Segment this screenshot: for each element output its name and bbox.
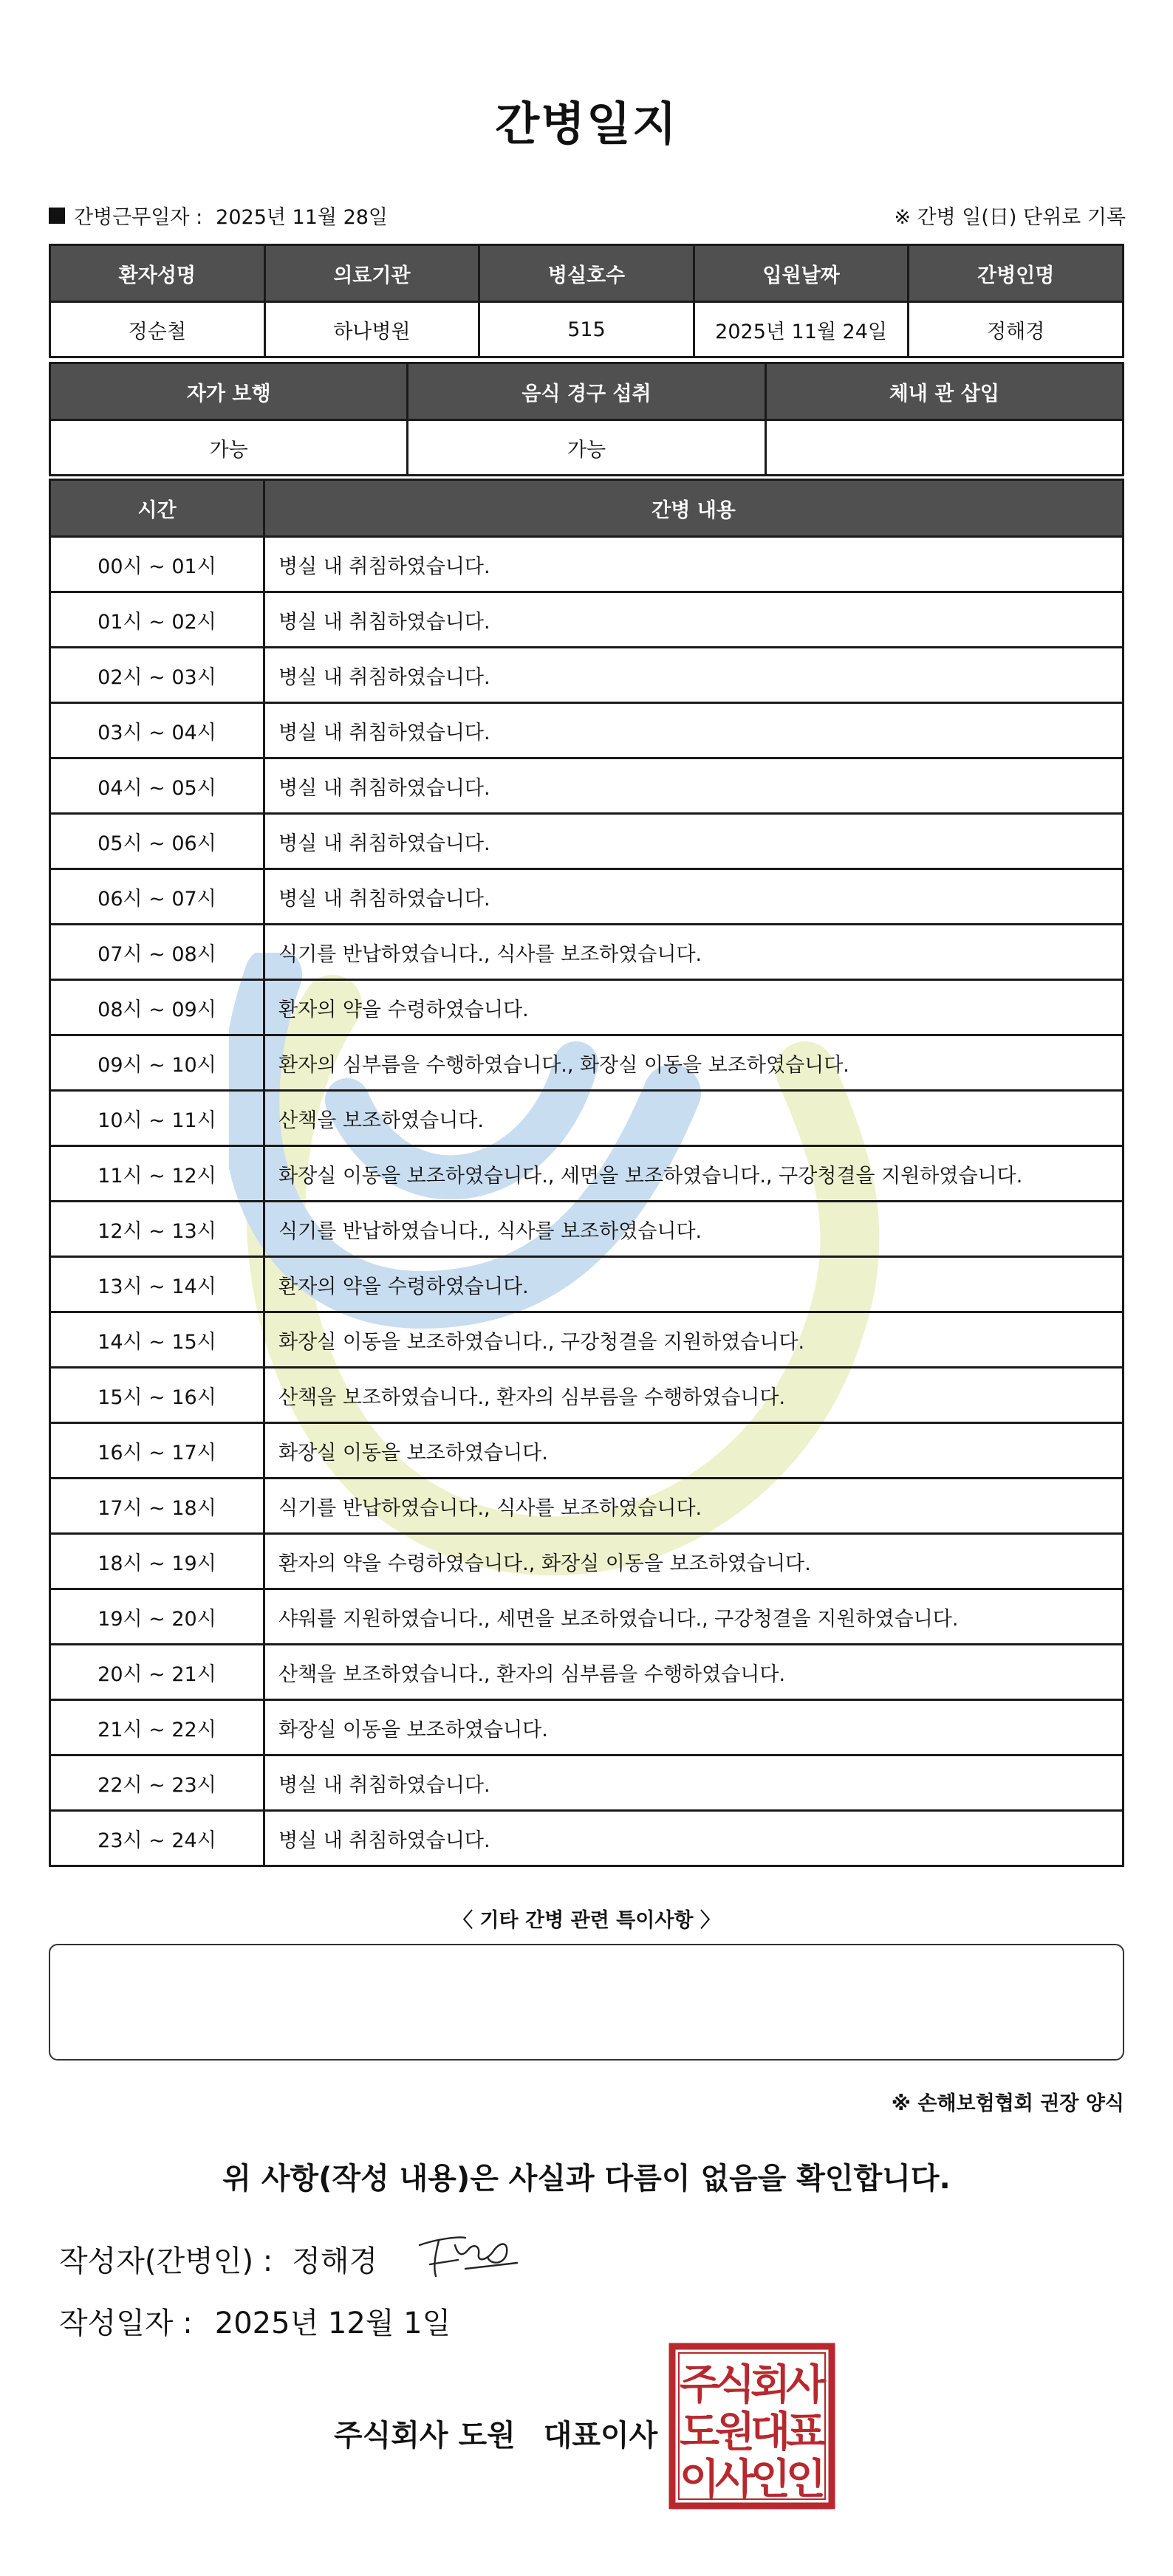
table-row: [50, 1091, 1124, 1146]
care-content-cell: 샤워를 지원하였습니다., 세면을 보조하였습니다., 구강청결을 지원하였습니다.: [264, 1589, 1124, 1645]
confirmation-statement: 위 사항(작성 내용)은 사실과 다름이 없음을 확인합니다.: [222, 2162, 951, 2196]
time-cell: 15시 ~ 16시: [50, 1368, 264, 1423]
patient-name: 정순철: [50, 302, 265, 357]
time-cell: 13시 ~ 14시: [50, 1257, 264, 1312]
care-content-cell: 병실 내 취침하였습니다.: [264, 1755, 1124, 1811]
svg-text:표: 표: [785, 2408, 827, 2456]
time-cell: 07시 ~ 08시: [50, 925, 264, 980]
table-row: [50, 1700, 1124, 1755]
table-row: [50, 758, 1124, 814]
company-seal-icon: [668, 2343, 835, 2510]
time-cell: 02시 ~ 03시: [50, 648, 264, 703]
table-row: [50, 1811, 1124, 1866]
svg-text:사: 사: [785, 2361, 827, 2409]
time-cell: 18시 ~ 19시: [50, 1534, 264, 1589]
header-tube-insertion: 체내 관 삽입: [765, 363, 1123, 420]
admission-date: 2025년 11월 24일: [694, 302, 909, 357]
time-cell: 04시 ~ 05시: [50, 758, 264, 814]
work-date-row: [49, 201, 388, 230]
care-content-cell: 환자의 약을 수령하였습니다.: [264, 1257, 1124, 1312]
time-cell: 17시 ~ 18시: [50, 1479, 264, 1534]
table-row: [50, 537, 1124, 592]
svg-text:사: 사: [714, 2456, 756, 2504]
care-content-cell: 화장실 이동을 보조하였습니다., 구강청결을 지원하였습니다.: [264, 1312, 1124, 1368]
time-cell: 06시 ~ 07시: [50, 869, 264, 925]
hospital: 하나병원: [264, 302, 479, 357]
care-content-cell: 화장실 이동을 보조하였습니다.: [264, 1700, 1124, 1755]
svg-text:도: 도: [679, 2408, 720, 2456]
care-content-cell: 화장실 이동을 보조하였습니다.: [264, 1423, 1124, 1479]
svg-text:이: 이: [679, 2456, 720, 2504]
care-content-cell: 환자의 약을 수령하였습니다.: [264, 980, 1124, 1035]
time-cell: 00시 ~ 01시: [50, 537, 264, 592]
self-walking-value: 가능: [50, 420, 408, 476]
written-date-row: [59, 2300, 451, 2342]
care-content-cell: 환자의 약을 수령하였습니다., 화장실 이동을 보조하였습니다.: [264, 1534, 1124, 1589]
table-row: [50, 1589, 1124, 1645]
written-date-label: 작성일자 :: [59, 2306, 193, 2340]
care-content-cell: 병실 내 취침하였습니다.: [264, 648, 1124, 703]
time-cell: 19시 ~ 20시: [50, 1589, 264, 1645]
table-row: [50, 592, 1124, 648]
care-content-cell: 산책을 보조하였습니다.: [264, 1091, 1124, 1146]
special-notes-box: [49, 1944, 1124, 2061]
table-row: [50, 1423, 1124, 1479]
table-row: [50, 1312, 1124, 1368]
care-content-cell: 병실 내 취침하였습니다.: [264, 758, 1124, 814]
table-row: [50, 1035, 1124, 1091]
header-admission-date: 입원날짜: [694, 245, 909, 302]
written-date-value: 2025년 12월 1일: [214, 2306, 451, 2340]
time-cell: 05시 ~ 06시: [50, 814, 264, 869]
time-cell: 03시 ~ 04시: [50, 703, 264, 758]
time-cell: 11시 ~ 12시: [50, 1146, 264, 1202]
svg-text:인: 인: [785, 2456, 827, 2504]
signature-icon: [414, 2223, 524, 2282]
table-row: [50, 703, 1124, 758]
care-content-cell: 환자의 심부름을 수행하였습니다., 화장실 이동을 보조하였습니다.: [264, 1035, 1124, 1091]
care-content-cell: 산책을 보조하였습니다., 환자의 심부름을 수행하였습니다.: [264, 1368, 1124, 1423]
care-content-cell: 산책을 보조하였습니다., 환자의 심부름을 수행하였습니다.: [264, 1645, 1124, 1700]
svg-text:인: 인: [750, 2456, 791, 2504]
svg-text:대: 대: [750, 2408, 791, 2456]
table-row: [50, 1645, 1124, 1700]
time-cell: 22시 ~ 23시: [50, 1755, 264, 1811]
table-row: [50, 1534, 1124, 1589]
tube-insertion-value: [765, 420, 1123, 476]
room-number: 515: [479, 302, 694, 357]
header-care-content: 간병 내용: [264, 480, 1124, 537]
writer-label: 작성자(간병인) :: [59, 2244, 273, 2278]
table-row: [50, 1202, 1124, 1257]
record-unit-note: ※ 간병 일(日) 단위로 기록: [894, 206, 1126, 229]
work-date-label: 간병근무일자 :: [74, 206, 203, 229]
header-oral-intake: 음식 경구 섭취: [408, 363, 765, 420]
header-hospital: 의료기관: [264, 245, 479, 302]
svg-text:회: 회: [750, 2361, 791, 2409]
svg-text:식: 식: [714, 2361, 756, 2409]
table-row: [50, 1146, 1124, 1202]
care-content-cell: 병실 내 취침하였습니다.: [264, 703, 1124, 758]
time-cell: 16시 ~ 17시: [50, 1423, 264, 1479]
company-signoff: [334, 2412, 657, 2454]
form-standard-note: ※ 손해보험협회 권장 양식: [891, 2092, 1124, 2115]
time-cell: 10시 ~ 11시: [50, 1091, 264, 1146]
header-caregiver-name: 간병인명: [909, 245, 1124, 302]
ceo-title: 대표이사: [543, 2419, 658, 2453]
time-cell: 23시 ~ 24시: [50, 1811, 264, 1866]
time-cell: 20시 ~ 21시: [50, 1645, 264, 1700]
time-cell: 09시 ~ 10시: [50, 1035, 264, 1091]
header-room: 병실호수: [479, 245, 694, 302]
time-cell: 08시 ~ 09시: [50, 980, 264, 1035]
header-patient-name: 환자성명: [50, 245, 265, 302]
work-date-value: 2025년 11월 28일: [216, 206, 389, 229]
care-content-cell: 병실 내 취침하였습니다.: [264, 537, 1124, 592]
table-row: [50, 869, 1124, 925]
writer-row: [59, 2238, 377, 2280]
time-cell: 12시 ~ 13시: [50, 1202, 264, 1257]
care-content-cell: 병실 내 취침하였습니다.: [264, 814, 1124, 869]
table-row: [50, 925, 1124, 980]
care-content-cell: 식기를 반납하였습니다., 식사를 보조하였습니다.: [264, 1202, 1124, 1257]
care-content-cell: 식기를 반납하였습니다., 식사를 보조하였습니다.: [264, 925, 1124, 980]
table-row: [50, 980, 1124, 1035]
care-content-cell: 병실 내 취침하였습니다.: [264, 592, 1124, 648]
care-content-cell: 화장실 이동을 보조하였습니다., 세면을 보조하였습니다., 구강청결을 지원하였습니다.: [264, 1146, 1124, 1202]
patient-info-table: [49, 244, 1124, 358]
care-content-cell: 병실 내 취침하였습니다.: [264, 1811, 1124, 1866]
header-time: 시간: [50, 480, 264, 537]
document-title: 간병일지: [495, 97, 678, 151]
patient-status-table: [49, 362, 1124, 476]
table-row: [50, 1257, 1124, 1312]
table-row: [50, 1755, 1124, 1811]
table-row: [50, 648, 1124, 703]
header-self-walking: 자가 보행: [50, 363, 408, 420]
svg-text:주: 주: [679, 2361, 720, 2409]
special-notes-title: 〈 기타 간병 관련 특이사항 〉: [453, 1909, 720, 1932]
table-row: [50, 1368, 1124, 1423]
company-name: 주식회사 도원: [334, 2419, 516, 2453]
table-row: [50, 1479, 1124, 1534]
care-content-cell: 식기를 반납하였습니다., 식사를 보조하였습니다.: [264, 1479, 1124, 1534]
caregiver-name: 정해경: [909, 302, 1124, 357]
square-bullet-icon: [49, 208, 65, 224]
table-row: [50, 814, 1124, 869]
oral-intake-value: 가능: [408, 420, 765, 476]
writer-name: 정해경: [292, 2244, 378, 2278]
care-log-table: [49, 479, 1124, 1867]
svg-text:원: 원: [714, 2408, 756, 2456]
time-cell: 14시 ~ 15시: [50, 1312, 264, 1368]
time-cell: 21시 ~ 22시: [50, 1700, 264, 1755]
care-content-cell: 병실 내 취침하였습니다.: [264, 869, 1124, 925]
time-cell: 01시 ~ 02시: [50, 592, 264, 648]
